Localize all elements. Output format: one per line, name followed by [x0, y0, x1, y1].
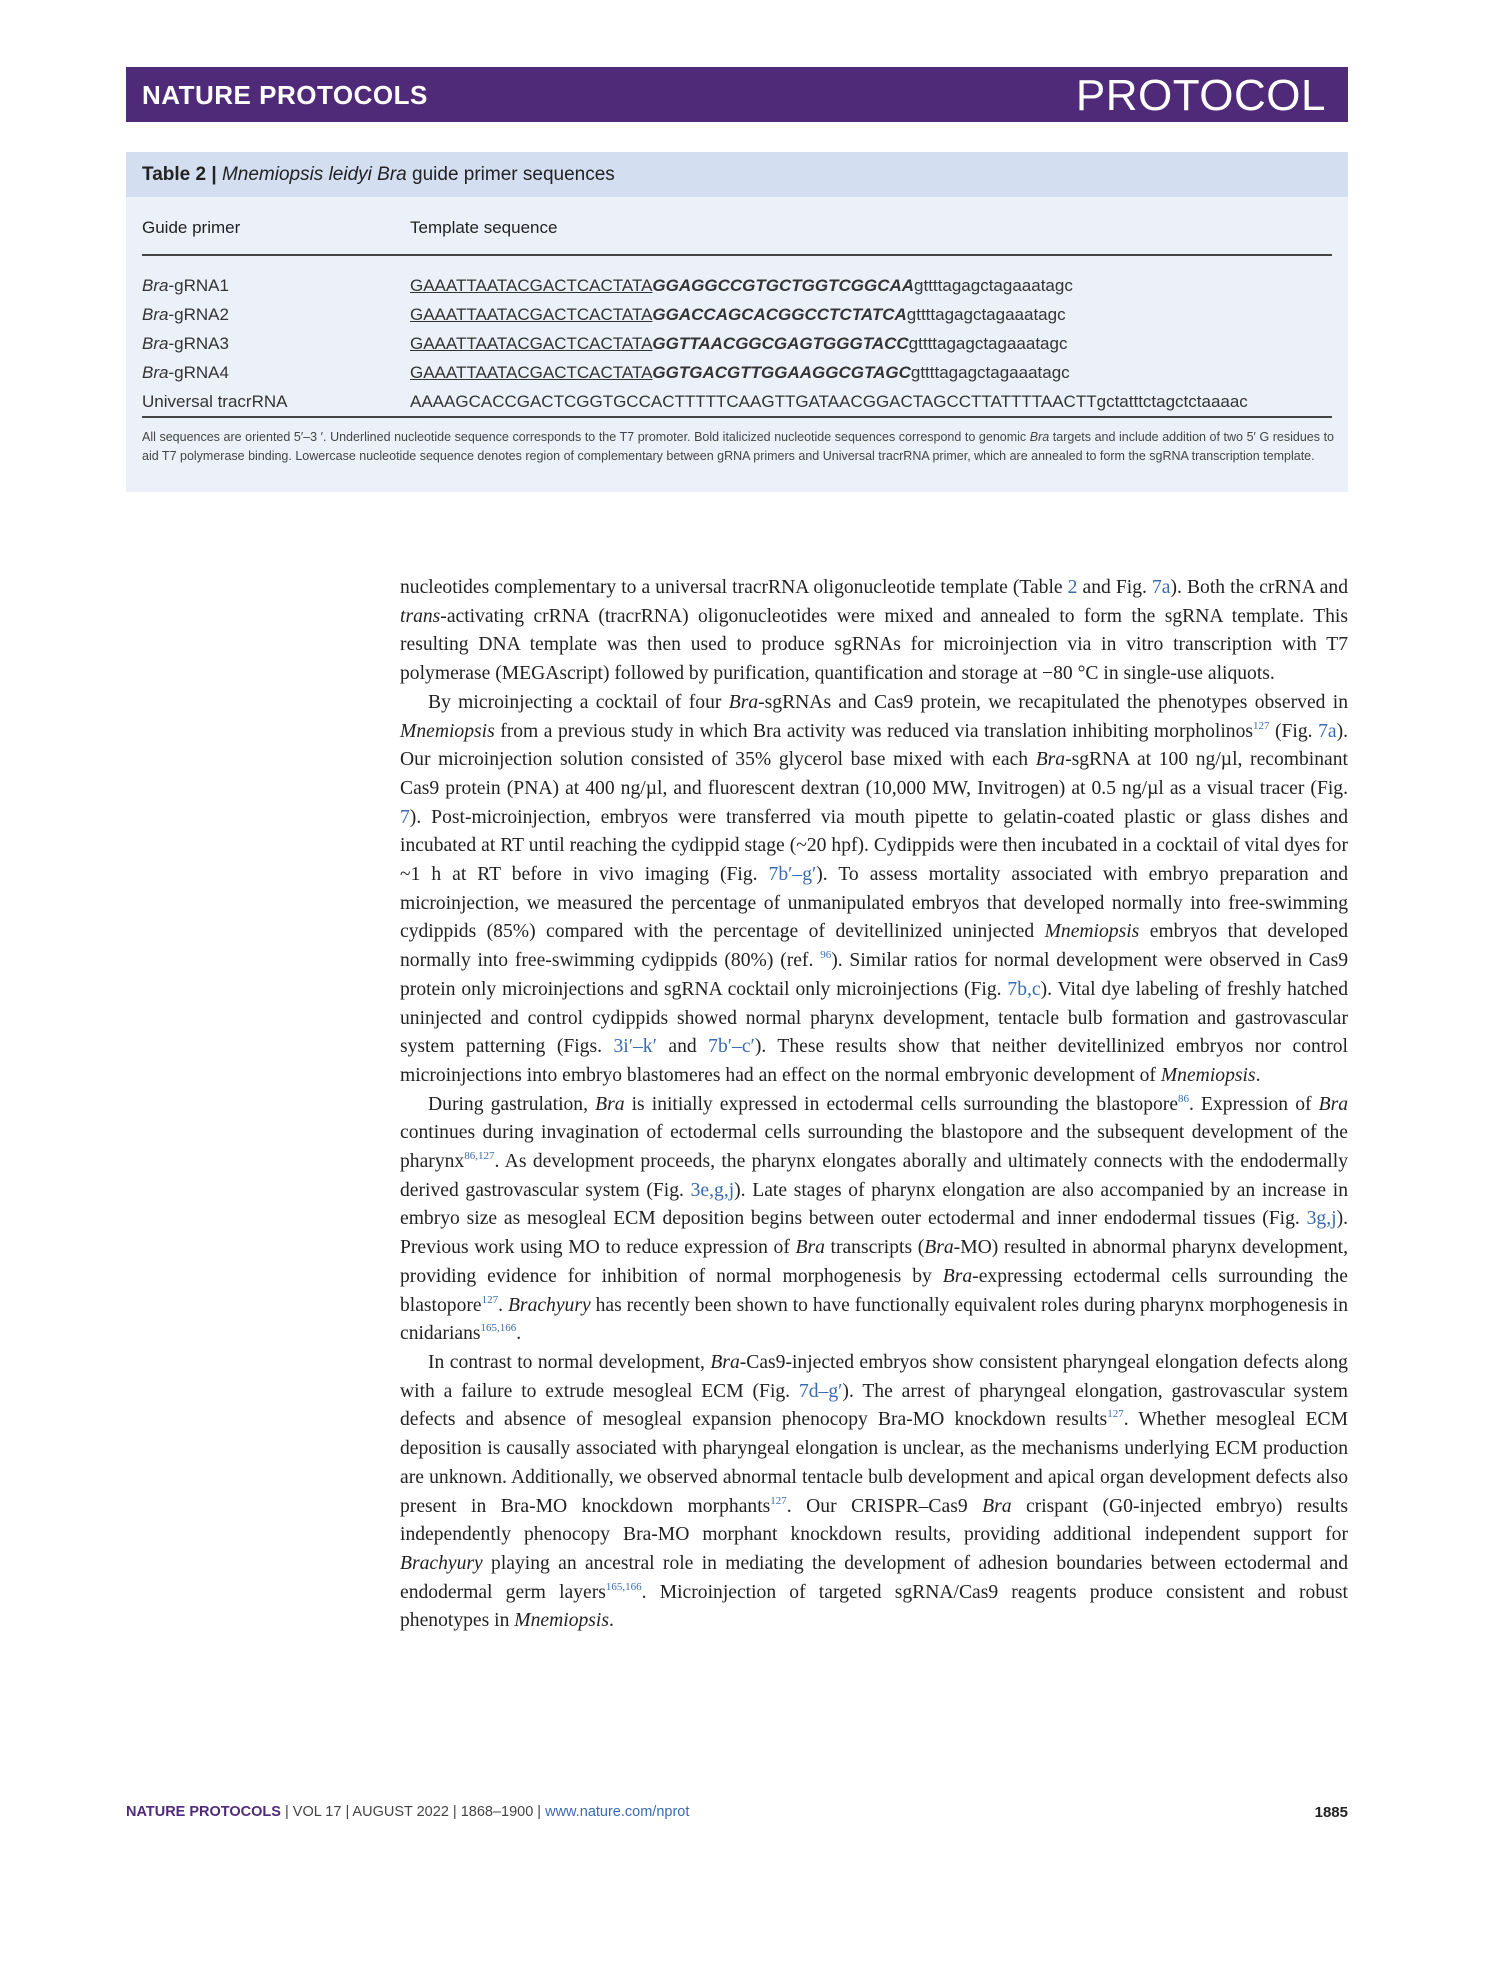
figure-link[interactable]: 7b,c [1007, 978, 1041, 1000]
table-row [142, 389, 1332, 418]
footer-details: | VOL 17 | AUGUST 2022 | 1868–1900 | [280, 1804, 546, 1820]
table-link[interactable]: 2 [1067, 577, 1078, 598]
gene-name: Bra [142, 334, 169, 353]
footer-journal: NATURE PROTOCOLS [126, 1804, 281, 1820]
figure-link[interactable]: 7a [1318, 720, 1337, 742]
citation-link[interactable]: 127 [1253, 719, 1270, 732]
target-sequence: GGTTAACGGCGAGTGGGTACC [652, 334, 909, 353]
figure-link[interactable]: 7d–g′ [798, 1380, 843, 1402]
overlap-sequence: gttttagagctagaaatagc [908, 334, 1068, 353]
citation-link[interactable]: 165,166 [480, 1322, 517, 1335]
guide-name: -gRNA3 [168, 334, 229, 353]
table-label: Table 2 | [142, 164, 217, 185]
page-footer [126, 1804, 1348, 1820]
t7-promoter: GAAATTAATACGACTCACTATA [410, 363, 653, 382]
citation-link[interactable]: 127 [1107, 1408, 1124, 1421]
journal-name: NATURE PROTOCOLS [142, 80, 428, 110]
table-title-rest: guide primer sequences [412, 164, 615, 185]
header-banner [126, 67, 1348, 122]
footer-url-link[interactable]: www.nature.com/nprot [545, 1804, 690, 1820]
overlap-sequence: gttttagagctagaaatagc [906, 305, 1066, 324]
target-sequence: GGAGGCCGTGCTGGTCGGCAA [652, 276, 915, 295]
t7-promoter: GAAATTAATACGACTCACTATA [410, 276, 653, 295]
figure-link[interactable]: 7b′–g′ [768, 864, 817, 886]
table-title [126, 152, 1348, 197]
citation-link[interactable]: 165,166 [605, 1580, 642, 1593]
article-body [400, 574, 1348, 1636]
guide-name: -gRNA2 [168, 305, 229, 324]
page-number: 1885 [1314, 1804, 1348, 1821]
t7-promoter: GAAATTAATACGACTCACTATA [410, 305, 653, 324]
paragraph: By microinjecting a cocktail of four Bra-sgRNAs and Cas9 protein, we recapitulated the phenotypes observed in Mnemiopsis from a previous study in which Bra activity was reduced via translation inhibiting morpholinos$^{127}$ (Fig. 7a). Our microinjection solution consisted of 35% glycerol base mixed with each Bra-sgRNA at 100 ng/µl, recombinant Cas9 protein (PNA) at 400 ng/µl, and fluorescent dextran (10,000 MW, Invitrogen) at 0.5 ng/µl as a visual tracer (Fig. 7). Post-microinjection, embryos were transferred via mouth pipette to gelatin-coated plastic or glass dishes and incubated at RT until reaching the cydippid stage (~20 hpf). Cydippids were then incubated in a cocktail of vital dyes for ~1 h at RT before in vivo imaging (Fig. 7b′–g′). To assess mortality associated with embryo preparation and microinjection, we measured the percentage of unmanipulated embryos that developed normally into free-swimming cydippids (85%) compared with the percentage of devitellinized uninjected Mnemiopsis embryos that developed normally into free-swimming cydippids (80%) (ref. $^{96}$). Similar ratios for normal development were observed in Cas9 protein only microinjections and sgRNA cocktail only microinjections (Fig. 7b,c). Vital dye labeling of freshly hatched uninjected and control cydippids showed normal pharynx development, tentacle bulb formation and gastrovascular system patterning (Figs. 3i′–k′ and 7b′–c′). These results show that neither devitellinized embryos nor control microinjections into embryo blastomeres had an effect on the normal embryonic development of Mnemiopsis. [400, 691, 1348, 1086]
figure-link[interactable]: 7 [400, 806, 410, 828]
citation-link[interactable]: 86,127 [464, 1150, 495, 1163]
figure-link[interactable]: 3e,g,j [690, 1179, 735, 1201]
citation-link[interactable]: 86 [1178, 1092, 1190, 1105]
t7-promoter: GAAATTAATACGACTCACTATA [410, 334, 653, 353]
figure-link[interactable]: 3g,j [1306, 1208, 1337, 1230]
paragraph: nucleotides complementary to a universal tracrRNA oligonucleotide template (Table 2 and Fig. 7a). Both the crRNA and trans-activating crRNA (tracrRNA) oligonucleotides were mixed and annealed to form the sgRNA template. This resulting DNA template was then used to produce sgRNAs for microinjection via in vitro transcription with T7 polymerase (MEGAscript) followed by purification, quantification and storage at −80 °C in single-use aliquots. [400, 577, 1348, 685]
table-bottom-rule [142, 416, 1332, 418]
table-row [142, 331, 1332, 360]
gene-name: Bra [142, 305, 169, 324]
paragraph: In contrast to normal development, Bra-Cas9-injected embryos show consistent pharyngeal elongation defects along with a failure to extrude mesogleal ECM (Fig. 7d–g′). The arrest of pharyngeal elongation, gastrovascular system defects and absence of mesogleal expansion phenocopy Bra-MO knockdown results$^{127}$. Whether mesogleal ECM deposition is causally associated with pharyngeal elongation is unclear, as the mechanisms underlying ECM production are unknown. Additionally, we observed abnormal tentacle bulb development and apical organ development defects also present in Bra-MO knockdown morphants$^{127}$. Our CRISPR–Cas9 Bra crispant (G0-injected embryo) results independently phenocopy Bra-MO morphant knockdown results, providing additional independent support for Brachyury playing an ancestral role in mediating the development of adhesion boundaries between ectodermal and endodermal germ layers$^{165,166}$. Microinjection of targeted sgRNA/Cas9 reagents produce consistent and robust phenotypes in Mnemiopsis. [400, 1351, 1349, 1632]
gene-name: Bra [142, 276, 169, 295]
table-row [142, 360, 1332, 389]
paragraph: During gastrulation, Bra is initially expressed in ectodermal cells surrounding the blastopore$^{86}$. Expression of Bra continues during invagination of ectodermal cells surrounding the blastopore and the subsequent development of the pharynx$^{86,127}$. As development proceeds, the pharynx elongates aborally and ultimately connects with the endodermally derived gastrovascular system (Fig. 3e,g,j). Late stages of pharynx elongation are also accompanied by an increase in embryo size as mesogleal ECM deposition begins between outer ectodermal and inner endodermal tissues (Fig. 3g,j). Previous work using MO to reduce expression of Bra transcripts (Bra-MO) resulted in abnormal pharynx development, providing evidence for inhibition of normal morphogenesis by Bra-expressing ectodermal cells surrounding the blastopore$^{127}$. Brachyury has recently been shown to have functionally equivalent roles during pharynx morphogenesis in cnidarians$^{165,166}$. [400, 1092, 1349, 1345]
table-species: Mnemiopsis leidyi Bra [221, 164, 407, 185]
footnote-italic: Bra [1029, 430, 1050, 444]
table-header-rule [142, 254, 1332, 256]
citation-link[interactable]: 96 [820, 949, 832, 962]
target-sequence: GGTGACGTTGGAAGGCGTAGC [652, 363, 911, 382]
figure-link[interactable]: 3i′–k′ [613, 1036, 657, 1058]
table-2 [126, 152, 1348, 492]
gene-name: Bra [142, 363, 169, 382]
column-header-template-sequence: Template sequence [410, 218, 558, 237]
footnote-text: All sequences are oriented 5′–3 ′. Underlined nucleotide sequence corresponds to the T7 promoter. Bold italicized nucleotide sequences correspond to genomic [142, 430, 1030, 444]
column-header-guide-primer: Guide primer [142, 218, 241, 237]
citation-link[interactable]: 127 [770, 1494, 787, 1507]
table-row [142, 302, 1332, 331]
guide-name: Universal tracrRNA [142, 392, 288, 411]
overlap-sequence: gttttagagctagaaatagc [914, 276, 1073, 295]
table-row [142, 273, 1332, 302]
table-body [142, 273, 1332, 418]
guide-name: -gRNA1 [168, 276, 229, 295]
target-sequence: GGACCAGCACGGCCTCTATCA [652, 305, 907, 324]
figure-link[interactable]: 7a [1151, 577, 1171, 598]
table-footnote [142, 428, 1334, 466]
section-label: PROTOCOL [1075, 71, 1326, 120]
figure-link[interactable]: 7b′–c′ [708, 1036, 755, 1058]
citation-link[interactable]: 127 [481, 1293, 499, 1306]
tracr-sequence-upper: AAAAGCACCGACTCGGTGCCACTTTTTCAAGTTGATAACGGACTAGCCTTATTTTAACTT [410, 392, 1097, 411]
footnote-text-2: targets and include addition of two 5′ G residues to aid T7 polymerase binding. Lowercase nucleotide sequence denotes region of complementary between gRNA primers and Universal tracrRNA primer, which are annealed to form the sgRNA transcription template. [142, 430, 1335, 463]
overlap-sequence: gttttagagctagaaatagc [910, 363, 1070, 382]
tracr-sequence-lower: gctatttctagctctaaaac [1096, 392, 1248, 411]
guide-name: -gRNA4 [168, 363, 229, 382]
